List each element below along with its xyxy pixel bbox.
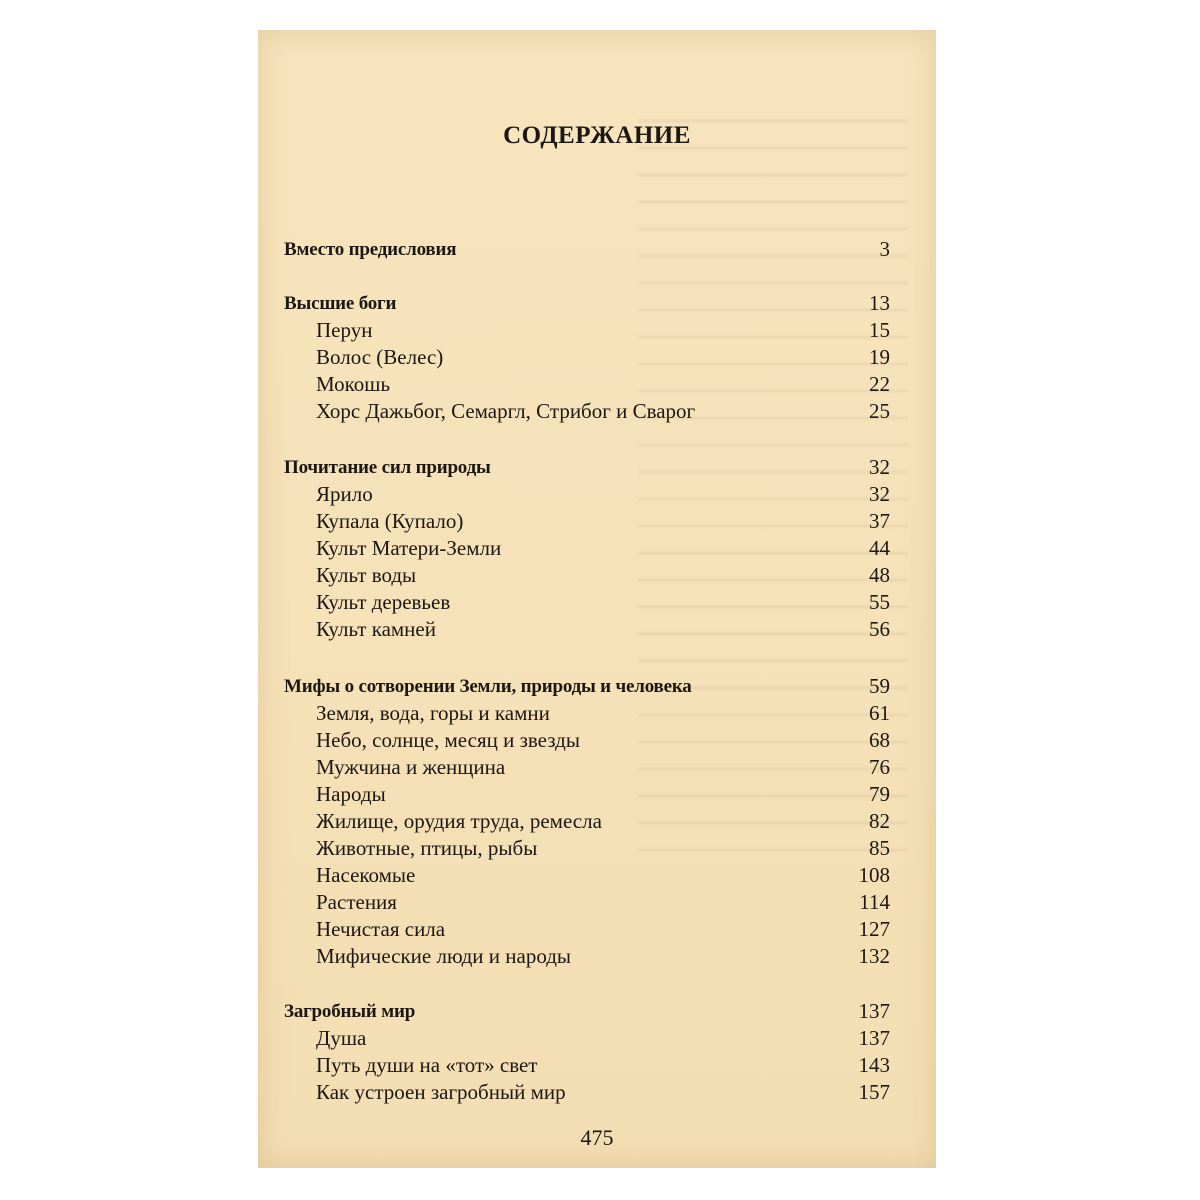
toc-entry-title: Культ воды — [316, 563, 417, 587]
toc-entry-title: Как устроен загробный мир — [316, 1080, 566, 1104]
toc-page-number: 32 — [869, 482, 890, 506]
toc-entry-title: Жилище, орудия труда, ремесла — [316, 809, 602, 833]
toc-entry-title: Животные, птицы, рыбы — [316, 836, 538, 860]
toc-entry-title: Вместо предисловия — [284, 239, 457, 260]
toc-page-number: 19 — [869, 345, 890, 369]
toc-item — [284, 916, 890, 943]
toc-page-number: 157 — [858, 1080, 890, 1104]
toc-entry-title: Народы — [316, 782, 386, 806]
toc-entry-title: Нечистая сила — [316, 917, 446, 941]
toc-page-number: 137 — [858, 1026, 890, 1050]
toc-page-number: 59 — [869, 674, 890, 698]
toc-item — [284, 317, 890, 344]
toc-item — [284, 344, 890, 371]
toc-section — [284, 673, 890, 700]
toc-item — [284, 1052, 890, 1079]
toc-page-number: 143 — [858, 1053, 890, 1077]
toc-item — [284, 781, 890, 808]
toc-entry-title: Культ деревьев — [316, 590, 451, 614]
toc-page-number: 137 — [858, 999, 890, 1023]
book-page — [258, 30, 936, 1168]
toc-entry-title: Перун — [316, 318, 373, 342]
toc-entry-title: Волос (Велес) — [316, 345, 444, 369]
toc-page-number: 48 — [869, 563, 890, 587]
toc-entry-title: Насекомые — [316, 863, 416, 887]
toc-entry-title: Хорс Дажьбог, Семаргл, Стрибог и Сварог — [316, 399, 696, 423]
toc-entry-title: Путь души на «тот» свет — [316, 1053, 538, 1077]
toc-page-number: 13 — [869, 291, 890, 315]
toc-entry-title: Ярило — [316, 482, 373, 506]
toc-entry-title: Мифические люди и народы — [316, 944, 572, 968]
toc-item — [284, 727, 890, 754]
toc-section — [284, 236, 890, 263]
toc-page-number: 82 — [869, 809, 890, 833]
toc-entry-title: Небо, солнце, месяц и звезды — [316, 728, 580, 752]
page-title: СОДЕРЖАНИЕ — [503, 122, 691, 149]
toc-page-number: 132 — [858, 944, 890, 968]
page-number: 475 — [580, 1125, 614, 1150]
toc-section — [284, 454, 890, 481]
toc-page-number: 37 — [869, 509, 890, 533]
toc-entry-title: Мифы о сотворении Земли, природы и человека — [284, 676, 692, 697]
toc-entry-title: Загробный мир — [284, 1001, 416, 1022]
toc-entry-title: Почитание сил природы — [284, 457, 491, 478]
toc-item — [284, 754, 890, 781]
toc-page-number: 114 — [859, 890, 890, 914]
toc-item — [284, 589, 890, 616]
toc-entry-title: Земля, вода, горы и камни — [316, 701, 550, 725]
toc-entry-title: Культ камней — [316, 617, 436, 641]
toc-item — [284, 700, 890, 727]
toc-item — [284, 481, 890, 508]
toc-entry-title: Высшие боги — [284, 293, 397, 314]
toc-item — [284, 862, 890, 889]
toc-item — [284, 1079, 890, 1106]
toc-item — [284, 808, 890, 835]
toc-page-number: 68 — [869, 728, 890, 752]
toc-page-number: 79 — [869, 782, 890, 806]
toc-item — [284, 835, 890, 862]
toc-entry-title: Мокошь — [316, 372, 391, 396]
toc-section — [284, 290, 890, 317]
toc-item — [284, 398, 890, 425]
toc-item — [284, 1025, 890, 1052]
toc-page-number: 108 — [858, 863, 890, 887]
toc-page-number: 76 — [869, 755, 890, 779]
toc-page-number: 25 — [869, 399, 890, 423]
toc-item — [284, 616, 890, 643]
toc-page-number: 32 — [869, 455, 890, 479]
toc-page-number: 22 — [869, 372, 890, 396]
toc-section — [284, 998, 890, 1025]
toc-entry-title: Растения — [316, 890, 397, 914]
toc-page-number: 61 — [869, 701, 890, 725]
toc-page-number: 3 — [879, 237, 890, 261]
toc-item — [284, 562, 890, 589]
toc-entry-title: Душа — [316, 1026, 367, 1050]
toc-page-number: 85 — [869, 836, 890, 860]
toc-page-number: 56 — [869, 617, 890, 641]
toc-entry-title: Купала (Купало) — [316, 509, 464, 533]
toc-item — [284, 943, 890, 970]
toc-page-number: 55 — [869, 590, 890, 614]
toc-page-number: 15 — [869, 318, 890, 342]
toc-item — [284, 508, 890, 535]
toc-item — [284, 889, 890, 916]
toc-entry-title: Культ Матери-Земли — [316, 536, 502, 560]
toc-item — [284, 535, 890, 562]
toc-item — [284, 371, 890, 398]
toc-page-number: 127 — [858, 917, 890, 941]
toc-entry-title: Мужчина и женщина — [316, 755, 506, 779]
toc-page-number: 44 — [869, 536, 890, 560]
